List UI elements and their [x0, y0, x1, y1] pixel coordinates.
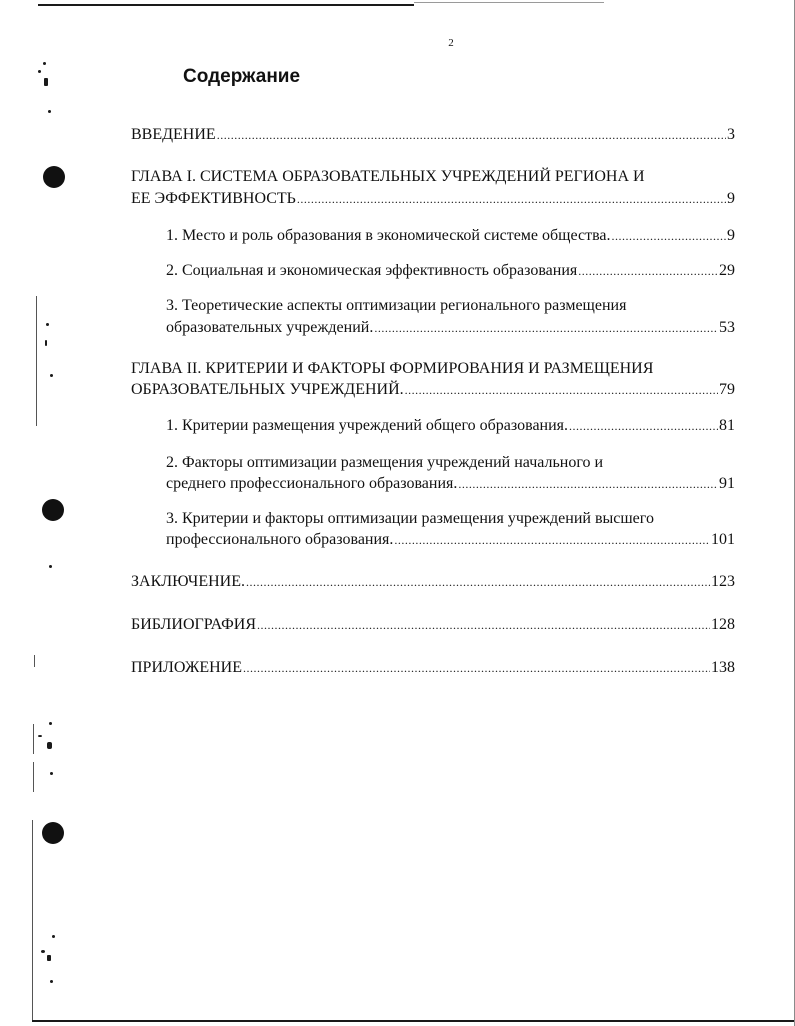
toc-entry-label: ВВЕДЕНИЕ [131, 126, 216, 143]
toc-entry-label: профессионального образования. [166, 531, 394, 548]
scan-speck [50, 980, 53, 983]
toc-chapter2-title: ГЛАВА II. КРИТЕРИИ И ФАКТОРЫ ФОРМИРОВАНИЯ И РАЗМЕЩЕНИЯ [131, 360, 654, 377]
toc-entry-chapter2 [131, 379, 735, 401]
scan-speck [38, 735, 42, 737]
scan-speck [50, 772, 53, 775]
punch-hole [42, 499, 64, 521]
toc-entry-1-3-line1 [166, 295, 735, 317]
toc-chapter2-line1 [131, 358, 735, 380]
scan-speck [49, 722, 52, 725]
toc-entry-conclusion [131, 571, 735, 593]
toc-entry-1-1 [166, 225, 735, 247]
toc-entry-1-3 [166, 317, 735, 339]
toc-entry-page: 9 [727, 227, 735, 244]
scan-margin-line [33, 724, 34, 754]
scan-speck [47, 955, 51, 961]
dot-leader [612, 225, 726, 247]
punch-hole [43, 166, 65, 188]
toc-entry-label: ОБРАЗОВАТЕЛЬНЫХ УЧРЕЖДЕНИЙ. [131, 381, 404, 398]
toc-entry-page: 79 [719, 381, 735, 398]
toc-chapter1-title: ГЛАВА I. СИСТЕМА ОБРАЗОВАТЕЛЬНЫХ УЧРЕЖДЕНИЙ РЕГИОНА И [131, 168, 645, 185]
dot-leader [458, 473, 718, 495]
toc-entry-page: 138 [711, 659, 735, 676]
dot-leader [374, 317, 718, 339]
scan-speck [47, 742, 52, 749]
toc-entry-page: 29 [719, 262, 735, 279]
scan-margin-line [34, 655, 35, 667]
toc-entry-bibliography [131, 614, 735, 636]
scan-speck [38, 70, 41, 73]
dot-leader [217, 124, 726, 146]
toc-entry-page: 123 [711, 573, 735, 590]
toc-entry-page: 3 [727, 126, 735, 143]
scan-speck [45, 340, 47, 346]
toc-chapter1-line1 [131, 166, 724, 188]
toc-entry-2-1 [166, 415, 735, 437]
scan-bottom-rule [32, 1020, 795, 1022]
scan-speck [52, 935, 55, 938]
toc-entry-chapter1 [131, 188, 735, 210]
toc-entry-page: 53 [719, 319, 735, 336]
punch-hole [42, 822, 64, 844]
scan-margin-line [36, 296, 37, 426]
dot-leader [257, 614, 710, 636]
scan-speck [43, 62, 46, 65]
toc-entry-page: 9 [727, 190, 735, 207]
toc-entry-label: 2. Факторы оптимизации размещения учреждений начального и [166, 454, 604, 471]
toc-title: Содержание [183, 66, 301, 87]
dot-leader [246, 571, 710, 593]
toc-entry-label: 1. Критерии размещения учреждений общего образования. [166, 417, 569, 434]
toc-entry-label: 1. Место и роль образования в экономической системе общества. [166, 227, 611, 244]
scan-margin-line [33, 762, 34, 792]
toc-entry-page: 91 [719, 475, 735, 492]
scan-speck [44, 78, 48, 86]
toc-entry-2-3-line1 [166, 508, 735, 530]
toc-entry-label: БИБЛИОГРАФИЯ [131, 616, 257, 633]
toc-entry-2-3 [166, 529, 735, 551]
toc-entry-label: ПРИЛОЖЕНИЕ [131, 659, 243, 676]
toc-entry-label: среднего профессионального образования. [166, 475, 458, 492]
toc-entry-1-2 [166, 260, 735, 282]
scan-top-rule-faint [414, 2, 604, 3]
dot-leader [569, 415, 718, 437]
dot-leader [405, 379, 718, 401]
toc-entry-label: 3. Теоретические аспекты оптимизации регионального размещения [166, 297, 627, 314]
toc-entry-label: 3. Критерии и факторы оптимизации размещения учреждений высшего [166, 510, 654, 527]
toc-entry-introduction [131, 124, 735, 146]
toc-entry-appendix [131, 657, 735, 679]
dot-leader [297, 188, 726, 210]
dot-leader [578, 260, 718, 282]
toc-entry-label: ЕЕ ЭФФЕКТИВНОСТЬ [131, 190, 296, 207]
scan-speck [50, 374, 53, 377]
toc-entry-label: образовательных учреждений. [166, 319, 374, 336]
toc-entry-2-2-line1 [166, 452, 735, 474]
scan-top-rule [38, 4, 414, 6]
toc-entry-2-2 [166, 473, 735, 495]
toc-entry-page: 81 [719, 417, 735, 434]
scan-speck [48, 110, 51, 113]
toc-entry-page: 101 [711, 531, 735, 548]
scan-speck [41, 950, 45, 953]
toc-entry-page: 128 [711, 616, 735, 633]
toc-entry-label: 2. Социальная и экономическая эффективность образования [166, 262, 578, 279]
dot-leader [394, 529, 710, 551]
scan-speck [49, 565, 52, 568]
scan-margin-line [32, 820, 33, 1020]
page-number: 2 [448, 37, 454, 49]
scan-speck [46, 323, 49, 326]
toc-entry-label: ЗАКЛЮЧЕНИЕ. [131, 573, 245, 590]
dot-leader [243, 657, 710, 679]
